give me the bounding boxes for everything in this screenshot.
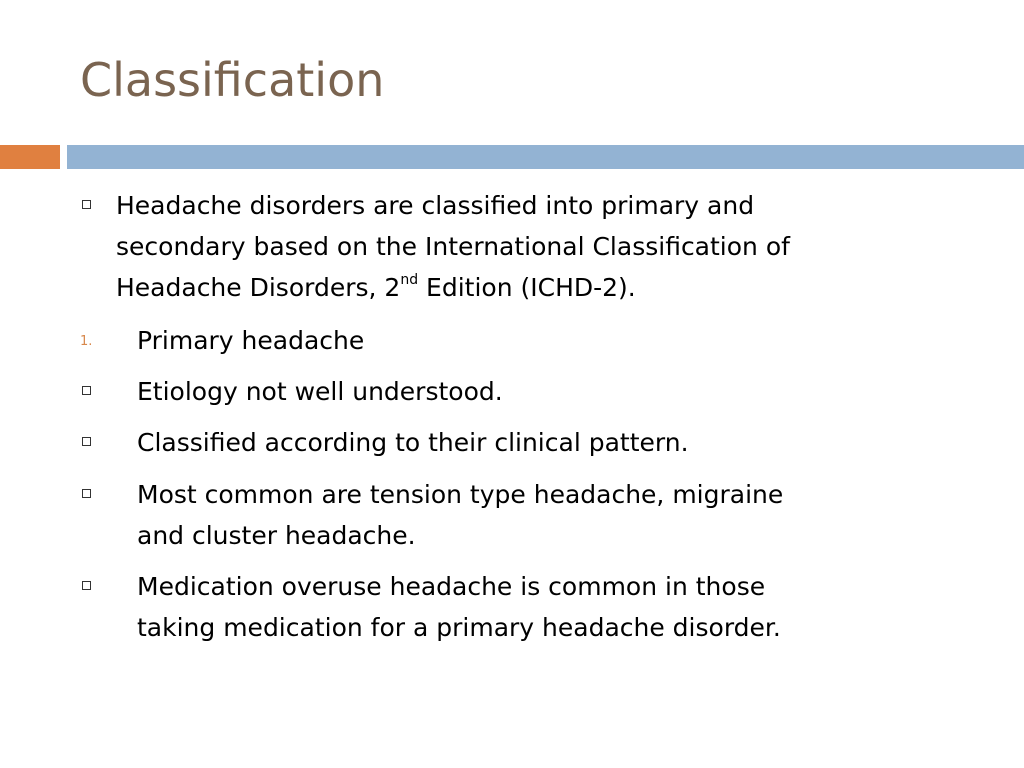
list-item-line: secondary based on the International Classification of xyxy=(116,232,790,261)
list-item-text xyxy=(137,474,783,556)
list-item-text xyxy=(137,566,781,648)
list-item-line: Primary headache xyxy=(137,326,365,355)
list-item-line: and cluster headache. xyxy=(137,521,416,550)
list-item-line-suffix: Edition (ICHD-2). xyxy=(418,273,636,302)
square-bullet-icon xyxy=(82,489,91,498)
slide-title: Classification xyxy=(80,53,385,107)
list-item-text xyxy=(116,185,790,308)
list-item-line: Medication overuse headache is common in those xyxy=(137,572,766,601)
list-item-line: taking medication for a primary headache disorder. xyxy=(137,613,781,642)
list-item-line xyxy=(116,267,790,308)
list-item-line: Classified according to their clinical pattern. xyxy=(137,428,689,457)
list-item-line: Headache disorders are classified into primary and xyxy=(116,191,755,220)
list-item-text xyxy=(137,320,364,361)
list-item-text xyxy=(137,422,689,463)
square-bullet-icon xyxy=(82,386,91,395)
number-marker: 1. xyxy=(80,334,93,349)
list-item-text xyxy=(137,371,503,412)
square-bullet-icon xyxy=(82,200,91,209)
square-bullet-icon xyxy=(82,437,91,446)
list-item-line: Most common are tension type headache, migraine xyxy=(137,480,784,509)
square-bullet-icon xyxy=(82,581,91,590)
list-item-line: Etiology not well understood. xyxy=(137,377,503,406)
ordinal-superscript: nd xyxy=(400,271,419,288)
list-item-line-prefix: Headache Disorders, 2 xyxy=(116,273,401,302)
